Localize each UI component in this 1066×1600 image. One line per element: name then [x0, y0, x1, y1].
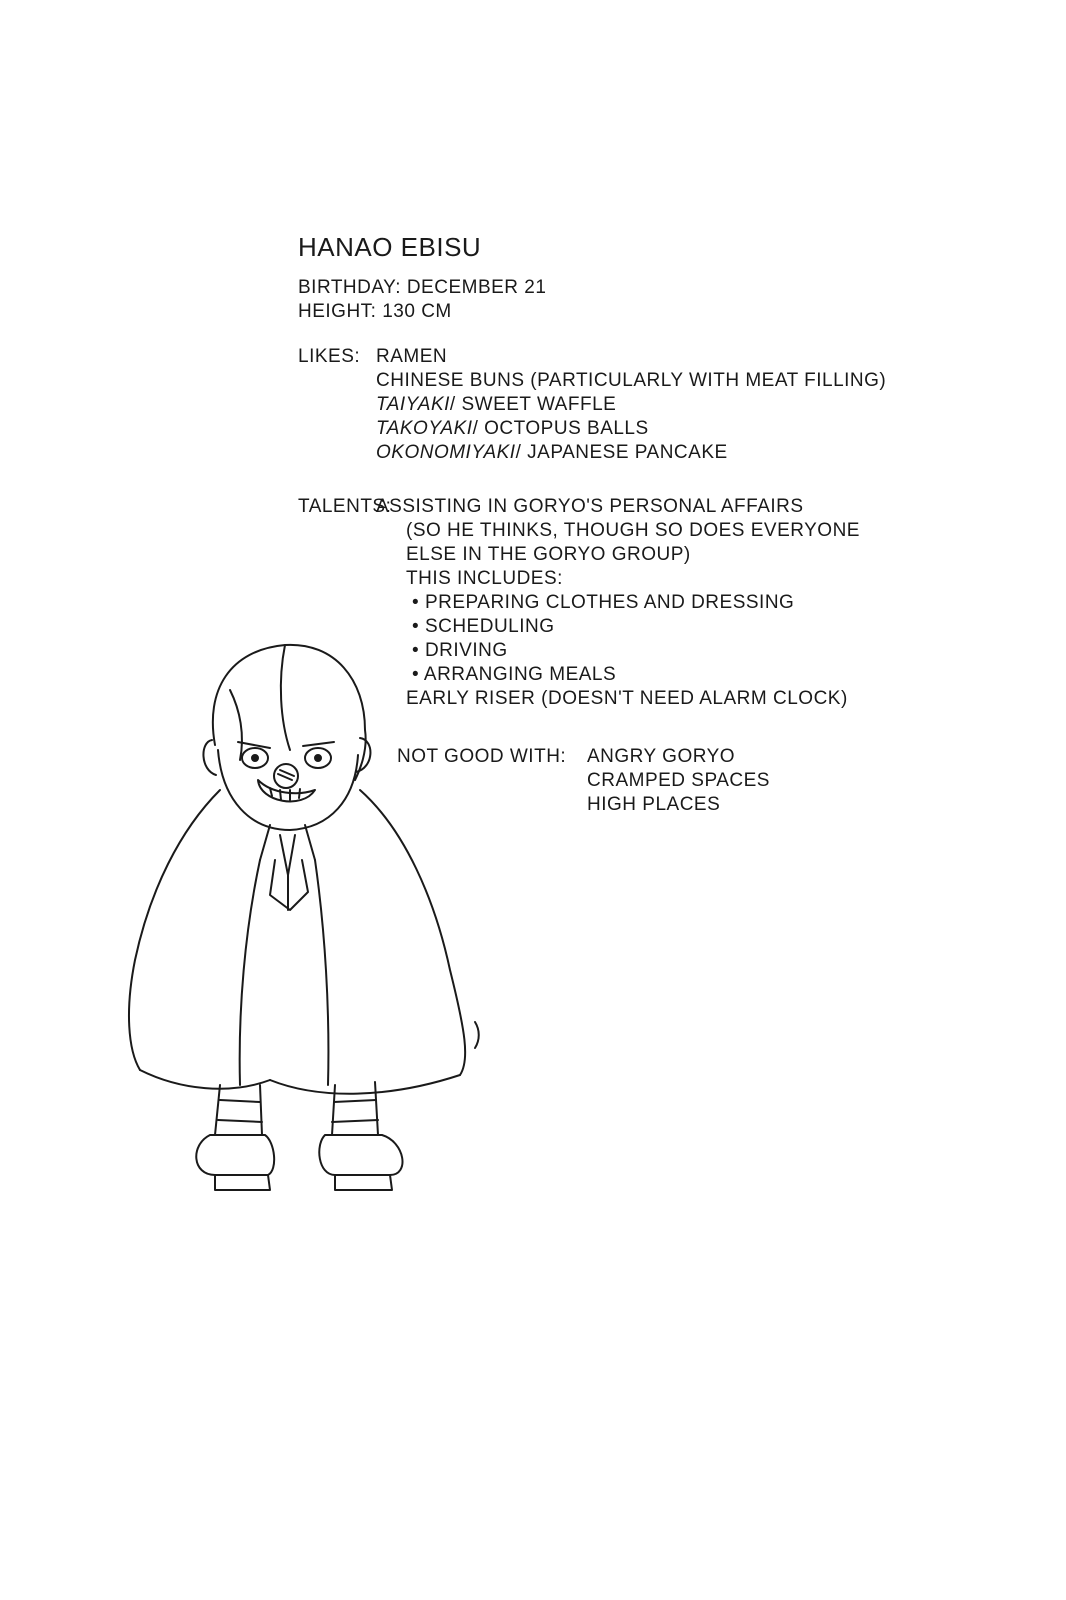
talent-line: EARLY RISER (DOESN'T NEED ALARM CLOCK) — [406, 688, 848, 709]
like-item: CHINESE BUNS (PARTICULARLY WITH MEAT FILLING) — [376, 370, 887, 391]
likes-label: LIKES: — [298, 346, 361, 367]
talent-bullet: • ARRANGING MEALS — [412, 664, 617, 685]
talent-line: ELSE IN THE GORYO GROUP) — [406, 544, 691, 565]
talent-bullet: • SCHEDULING — [412, 616, 555, 637]
height: HEIGHT: 130 CM — [298, 301, 452, 322]
talent-bullet: • PREPARING CLOTHES AND DRESSING — [412, 592, 795, 613]
like-item: OKONOMIYAKI/ JAPANESE PANCAKE — [376, 442, 728, 463]
not-good-item: ANGRY GORYO — [587, 746, 736, 767]
like-item: RAMEN — [376, 346, 448, 367]
birthday: BIRTHDAY: DECEMBER 21 — [298, 277, 547, 298]
like-item: TAKOYAKI/ OCTOPUS BALLS — [376, 418, 649, 439]
talent-line: THIS INCLUDES: — [406, 568, 563, 589]
not-good-item: CRAMPED SPACES — [587, 770, 770, 791]
not-good-list — [587, 745, 770, 817]
talents-label: TALENTS: — [298, 496, 392, 517]
character-sketch-illustration — [120, 630, 520, 1320]
like-item: TAIYAKI/ SWEET WAFFLE — [376, 394, 617, 415]
talent-line: (SO HE THINKS, THOUGH SO DOES EVERYONE — [406, 520, 860, 541]
character-name: HANAO EBISU — [298, 232, 482, 262]
likes-list — [376, 345, 886, 465]
not-good-label: NOT GOOD WITH: — [397, 746, 567, 767]
talent-bullet: • DRIVING — [412, 640, 508, 661]
not-good-item: HIGH PLACES — [587, 794, 721, 815]
basic-info — [298, 276, 546, 324]
talent-line: ASSISTING IN GORYO'S PERSONAL AFFAIRS — [376, 496, 804, 517]
